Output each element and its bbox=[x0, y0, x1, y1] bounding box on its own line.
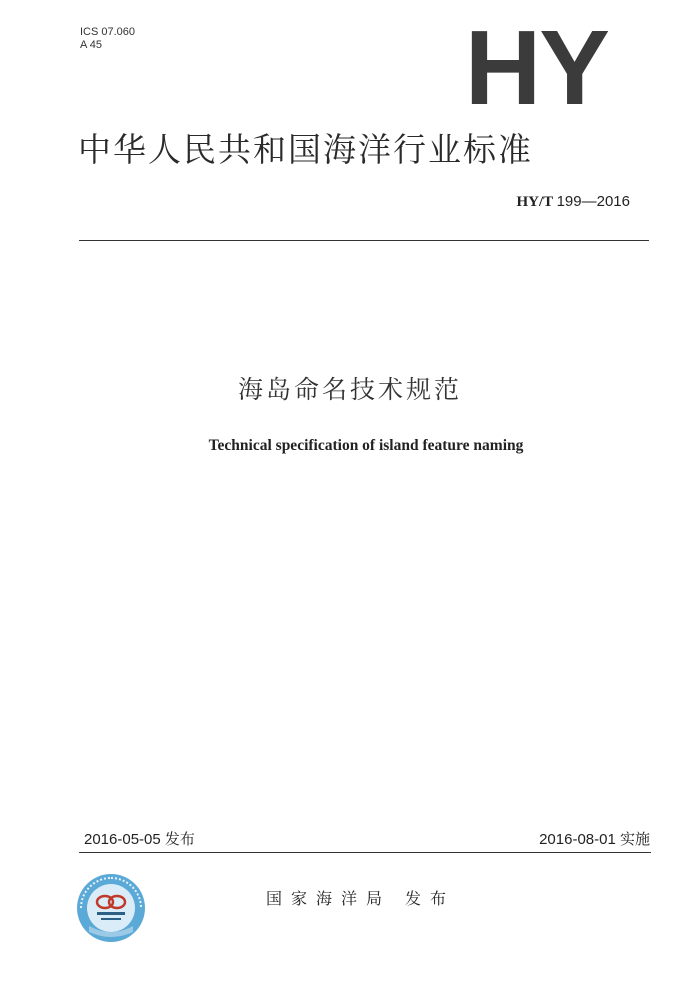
ccs-code: A 45 bbox=[80, 39, 103, 51]
standard-code-prefix: HY/T bbox=[516, 194, 553, 210]
document-title-chinese: 海岛命名技术规范 bbox=[237, 375, 462, 404]
standard-code bbox=[516, 193, 630, 211]
hy-logo: HY bbox=[464, 9, 608, 127]
implementation-date: 2016-08-01 实施 bbox=[539, 831, 650, 848]
anti-counterfeit-seal-icon bbox=[75, 872, 147, 944]
classification-codes bbox=[80, 26, 135, 52]
publisher-line bbox=[266, 886, 455, 909]
bottom-divider bbox=[79, 852, 651, 853]
ics-code: ICS 07.060 bbox=[80, 26, 136, 38]
document-title-english: Technical specification of island feature naming bbox=[208, 437, 524, 454]
publisher-name: 国家海洋局 bbox=[266, 889, 392, 908]
publisher-action: 发布 bbox=[405, 889, 456, 908]
issue-date: 2016-05-05 发布 bbox=[84, 831, 195, 848]
top-divider bbox=[79, 240, 649, 241]
standard-code-number: 199—2016 bbox=[556, 193, 630, 210]
standard-category-title: 中华人民共和国海洋行业标准 bbox=[78, 130, 533, 169]
